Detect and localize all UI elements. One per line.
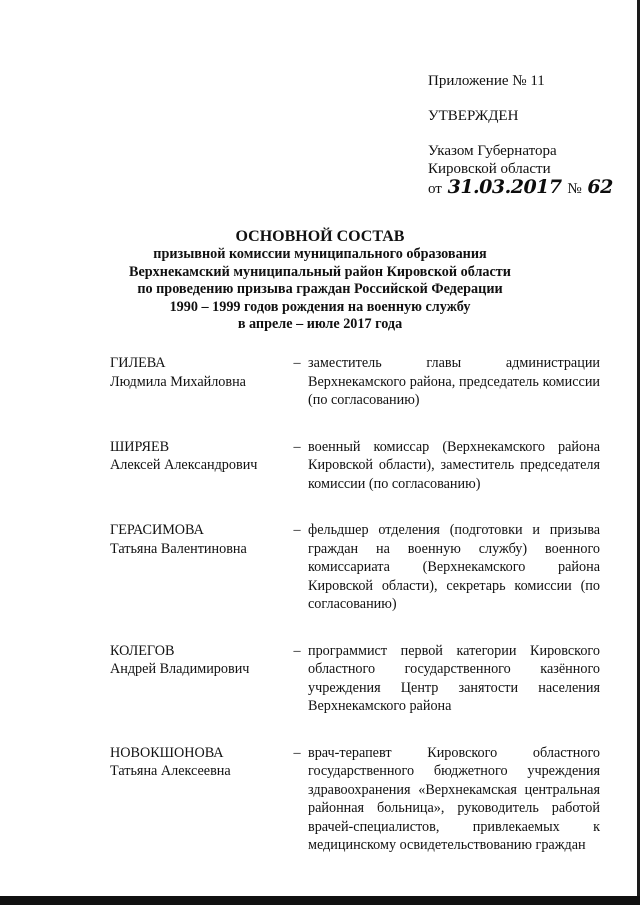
member-dash: – [293, 438, 301, 455]
member-surname: НОВОКШОНОВА [110, 744, 224, 761]
title-line-4: 1990 – 1999 годов рождения на военную службу [169, 298, 471, 315]
member-given-name: Алексей Александрович [110, 457, 258, 473]
member-entry [110, 521, 600, 614]
title-line-5: в апреле – июле 2017 года [237, 316, 403, 332]
member-given-name: Татьяна Алексеевна [110, 763, 231, 779]
member-dash: – [293, 642, 301, 659]
decree-line-1: Указом Губернатора [428, 143, 557, 159]
member-role: заместитель главы администрации Верхнекамского района, председатель комиссии (по согласованию) [308, 355, 600, 408]
member-surname: ГЕРАСИМОВА [110, 522, 204, 538]
member-given-name: Людмила Михайловна [110, 373, 246, 390]
member-dash: – [293, 355, 301, 371]
member-given-name: Андрей Владимирович [110, 661, 250, 677]
handwritten-number: 62 [587, 176, 613, 198]
decree-line-2: Кировской области [428, 161, 551, 177]
member-entry [110, 354, 600, 410]
decree-date-line [428, 178, 615, 198]
member-surname: ШИРЯЕВ [110, 438, 170, 455]
member-role: программист первой категории Кировского областного государственного казённого учреждения Центр занятости населения Верхнекамского района [308, 642, 600, 714]
member-role: врач-терапевт Кировского областного государственного бюджетного учреждения здравоохранения «Верхнекамская центральная районная больница», руководитель работой врачей-специалистов, привлекаемых к медицинскому освидетельствованию граждан [308, 744, 600, 853]
member-role: военный комиссар (Верхнекамского района Кировской области), заместитель председателя комиссии (по согласованию) [308, 438, 600, 492]
handwritten-date: 31.03.2017 [447, 176, 562, 198]
member-surname: КОЛЕГОВ [110, 642, 175, 659]
scan-bottom-edge [0, 896, 640, 905]
document-title [0, 227, 640, 334]
member-dash: – [293, 744, 301, 761]
member-entry [110, 744, 600, 855]
appendix-label: Приложение № 11 [428, 73, 545, 89]
date-prefix: от [428, 181, 442, 197]
title-line-2: Верхнекамский муниципальный район Кировской области [129, 263, 511, 280]
member-surname: ГИЛЕВА [110, 355, 166, 371]
member-role: фельдшер отделения (подготовки и призыва граждан на военную службу) военного комиссариата (Верхнекамского района Кировской области), секретарь комиссии (по согласованию) [308, 522, 600, 612]
approval-block [428, 72, 615, 198]
commission-members-list [110, 354, 600, 855]
member-entry [110, 438, 600, 494]
approved-label: УТВЕРЖДЕН [428, 108, 519, 124]
member-dash: – [293, 522, 301, 538]
title-line-1: призывной комиссии муниципального образования [153, 246, 487, 262]
member-given-name: Татьяна Валентиновна [110, 540, 247, 557]
title-main: ОСНОВНОЙ СОСТАВ [235, 228, 405, 245]
member-entry [110, 642, 600, 716]
title-line-3: по проведению призыва граждан Российской Федерации [137, 281, 503, 297]
number-prefix: № [567, 181, 582, 197]
